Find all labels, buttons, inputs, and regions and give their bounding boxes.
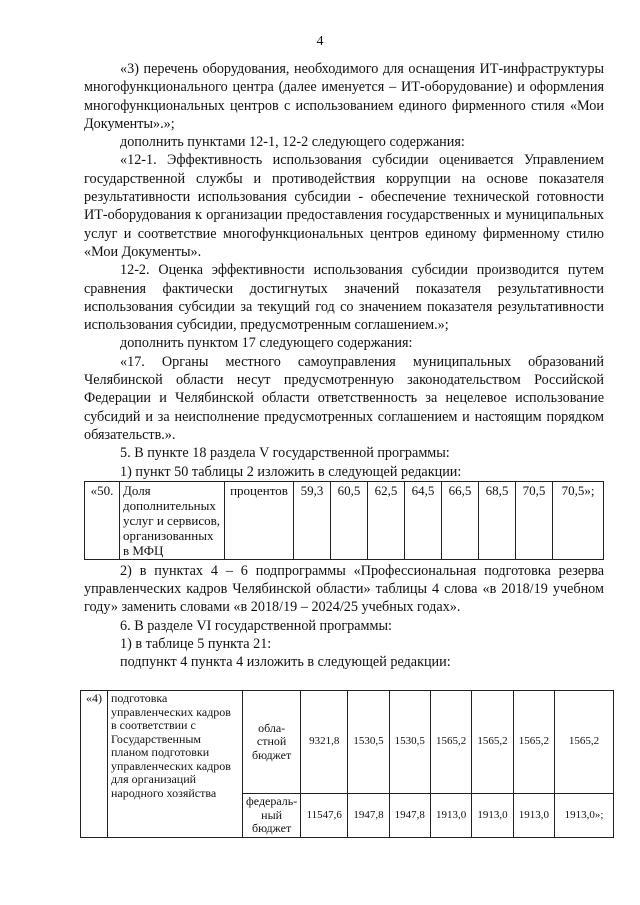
source-cell: федераль-ный бюджет (243, 794, 301, 838)
value-cell: 9321,8 (301, 691, 348, 794)
paragraph-11: 1) в таблице 5 пункта 21: (120, 636, 272, 653)
value-cell: 1913,0 (472, 794, 513, 838)
paragraph-3: «12-1. Эффективность использования субсидии оценивается Управлением государственной службы и противодействия коррупции на основе показателя результативности использования субсидии - обеспечение технической готовности ИТ-оборудования к организации предоставления государственных и муниципальных услуг и соответствие многофункциональных центров единому фирменному стилю «Мои Документы». (84, 152, 604, 260)
indicator-table (84, 481, 604, 560)
table-row (81, 691, 614, 794)
source-cell: обла-стной бюджет (243, 691, 301, 794)
value-cell: 68,5 (479, 481, 516, 559)
measure-name-cell: подготовка управленческих кадров в соответствии с Государственным планом подготовки управленческих кадров для организаций народного хозяйства (108, 691, 243, 838)
page-number: 4 (316, 34, 324, 49)
value-cell: 1565,2 (430, 691, 471, 794)
value-cell: 1565,2 (555, 691, 614, 794)
value-cell: 1913,0»; (555, 794, 614, 838)
value-cell: 59,3 (294, 481, 331, 559)
paragraph-10: 6. В разделе VI государственной программы: (120, 617, 392, 634)
value-cell: 70,5»; (553, 481, 604, 559)
paragraph-4: 12-2. Оценка эффективности использования субсидии производится путем сравнения фактически достигнутых значений показателя результативности использования субсидии за текущий год со значением показателя результативности использования субсидии, предусмотренным соглашением.»; (84, 262, 604, 334)
value-cell: 60,5 (331, 481, 368, 559)
value-cell: 1947,8 (389, 794, 430, 838)
value-cell: 70,5 (516, 481, 553, 559)
unit-cell: процентов (225, 481, 294, 559)
paragraph-7: 5. В пункте 18 раздела V государственной программы: (120, 445, 450, 462)
indicator-name-cell: Доля дополнительных услуг и сервисов, организованных в МФЦ (120, 481, 225, 559)
document-body (84, 60, 604, 672)
value-cell: 62,5 (368, 481, 405, 559)
value-cell: 1565,2 (513, 691, 554, 794)
row-number-cell: «4) (81, 691, 108, 838)
paragraph-5: дополнить пунктом 17 следующего содержания: (120, 335, 413, 352)
value-cell: 1530,5 (389, 691, 430, 794)
paragraph-8: 1) пункт 50 таблицы 2 изложить в следующей редакции: (120, 463, 462, 480)
paragraph-12: подпункт 4 пункта 4 изложить в следующей редакции: (120, 654, 451, 671)
value-cell: 64,5 (405, 481, 442, 559)
table-row (85, 481, 604, 559)
paragraph-6: «17. Органы местного самоуправления муниципальных образований Челябинской области несут предусмотренную законодательством Российской Федерации и Челябинской области ответственность за нецелевое использование субсидий и за неисполнение предусмотренных соглашением и настоящим порядком обязательств.». (84, 353, 604, 443)
value-cell: 11547,6 (301, 794, 348, 838)
value-cell: 1947,8 (348, 794, 389, 838)
value-cell: 66,5 (442, 481, 479, 559)
paragraph-1: «3) перечень оборудования, необходимого для оснащения ИТ-инфраструктуры многофункционального центра (далее именуется – ИТ-оборудование) и оформления многофункциональных центров с использованием единого фирменного стиля «Мои Документы».»; (84, 61, 604, 132)
paragraph-2: дополнить пунктами 12-1, 12-2 следующего содержания: (120, 134, 465, 151)
value-cell: 1913,0 (430, 794, 471, 838)
paragraph-9: 2) в пунктах 4 – 6 подпрограммы «Профессиональная подготовка резерва управленческих кадров Челябинской области» таблицы 4 слова «в 2018/19 учебном году» заменить словами «в 2018/19 – 2024/25 учебных годах». (84, 562, 604, 616)
row-number-cell: «50. (85, 481, 120, 559)
value-cell: 1530,5 (348, 691, 389, 794)
value-cell: 1913,0 (513, 794, 554, 838)
value-cell: 1565,2 (472, 691, 513, 794)
funding-table (80, 690, 614, 838)
